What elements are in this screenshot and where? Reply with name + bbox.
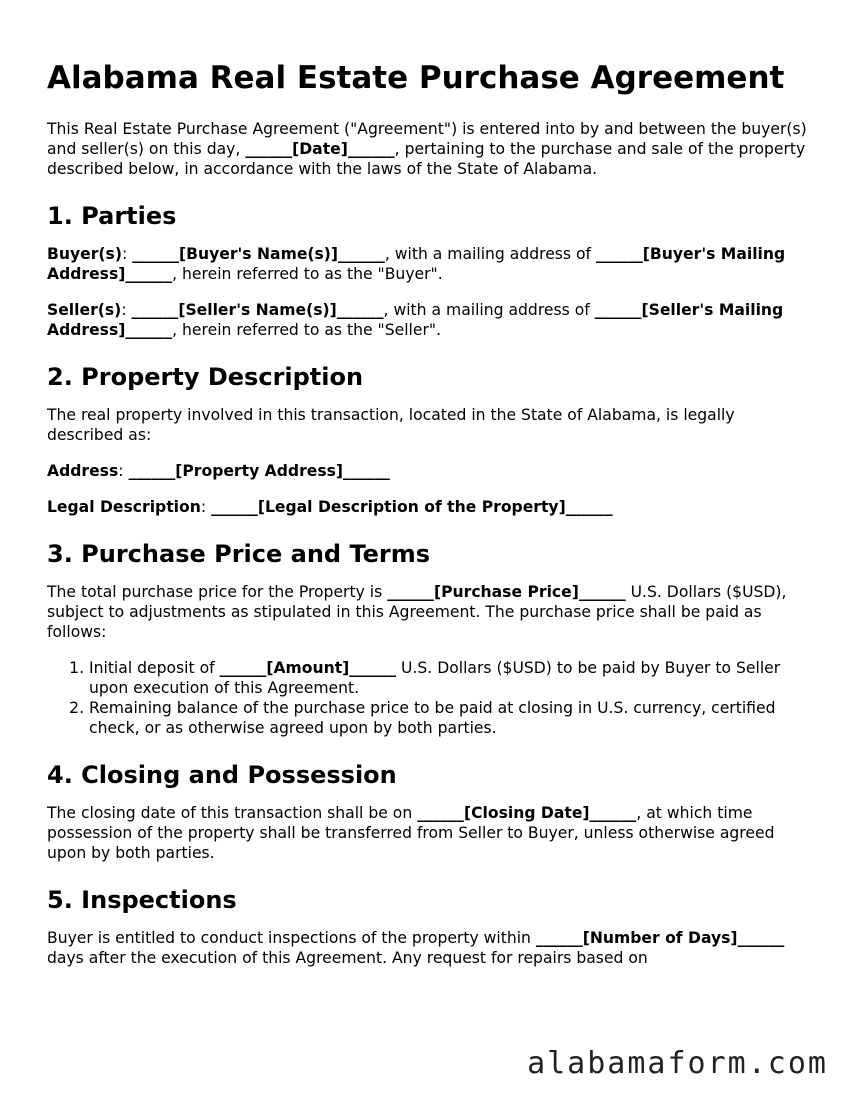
seller-name-placeholder: ______[Seller's Name(s)]______ — [131, 301, 384, 319]
intro-paragraph — [47, 119, 807, 179]
days-placeholder: ______[Number of Days]______ — [535, 929, 785, 947]
page-title: Alabama Real Estate Purchase Agreement — [47, 60, 785, 96]
price-text-1: The total purchase price for the Property is — [47, 583, 388, 601]
buyer-text-end: , herein referred to as the "Buyer". — [172, 265, 443, 283]
intro-text-1: This Real Estate Purchase Agreement ("Agreement") is entered into by and between the buyer(s) and seller(s) on this day, — [47, 120, 807, 158]
legal-description-placeholder: ______[Legal Description of the Property]______ — [211, 498, 613, 516]
address-label: Address — [47, 462, 119, 480]
buyer-separator: : — [121, 245, 133, 263]
seller-paragraph — [47, 300, 807, 340]
item1-text-1: Initial deposit of — [89, 659, 220, 677]
watermark: alabamaform.com — [527, 1046, 828, 1081]
deposit-amount-placeholder: ______[Amount]______ — [219, 659, 397, 677]
price-paragraph — [47, 582, 807, 642]
intro-text-2: , pertaining to the purchase and sale of the property described below, in accordance with the laws of the State of Alabama. — [47, 140, 806, 178]
price-text-2: U.S. Dollars ($USD), subject to adjustments as stipulated in this Agreement. The purchase price shall be paid as follows: — [47, 583, 787, 641]
buyer-address-placeholder: ______[Buyer's Mailing Address]______ — [47, 245, 786, 283]
buyer-paragraph — [47, 244, 807, 284]
inspections-text-1: Buyer is entitled to conduct inspections of the property within — [47, 929, 536, 947]
section-heading-price: 3. Purchase Price and Terms — [47, 540, 431, 568]
closing-text-2: , at which time possession of the property shall be transferred from Seller to Buyer, unless otherwise agreed upon by both parties. — [47, 804, 775, 862]
closing-date-placeholder: ______[Closing Date]______ — [417, 804, 637, 822]
list-item — [89, 658, 807, 698]
closing-paragraph — [47, 803, 807, 863]
purchase-price-placeholder: ______[Purchase Price]______ — [387, 583, 626, 601]
section-heading-property: 2. Property Description — [47, 363, 364, 391]
document-page — [47, 58, 807, 984]
buyer-label: Buyer(s) — [47, 245, 122, 263]
buyer-name-placeholder: ______[Buyer's Name(s)]______ — [132, 245, 385, 263]
date-placeholder: ______[Date]______ — [245, 140, 395, 158]
inspections-paragraph — [47, 928, 807, 968]
seller-separator: : — [121, 301, 132, 319]
address-placeholder: ______[Property Address]______ — [128, 462, 390, 480]
list-item: 2. Remaining balance of the purchase price to be paid at closing in U.S. currency, certified check, or as otherwise agreed upon by both parties. — [89, 698, 807, 738]
legal-description-label: Legal Description — [47, 498, 201, 516]
section-heading-closing: 4. Closing and Possession — [47, 761, 397, 789]
buyer-text-mid: , with a mailing address of — [384, 245, 596, 263]
legal-description-separator: : — [200, 498, 212, 516]
item1-text-2: U.S. Dollars ($USD) to be paid by Buyer to Seller upon execution of this Agreement. — [89, 659, 781, 697]
seller-text-end: , herein referred to as the "Seller". — [172, 321, 442, 339]
address-separator: : — [118, 462, 129, 480]
seller-address-placeholder: ______[Seller's Mailing Address]______ — [47, 301, 784, 339]
seller-label: Seller(s) — [47, 301, 122, 319]
seller-text-mid: , with a mailing address of — [383, 301, 595, 319]
closing-text-1: The closing date of this transaction shall be on — [47, 804, 418, 822]
payment-list — [47, 658, 807, 738]
legal-description-line — [47, 497, 807, 517]
inspections-text-2: days after the execution of this Agreement. Any request for repairs based on — [47, 949, 648, 967]
section-heading-inspections: 5. Inspections — [47, 886, 237, 914]
address-line — [47, 461, 807, 481]
property-paragraph: The real property involved in this transaction, located in the State of Alabama, is legally described as: — [47, 406, 735, 444]
section-heading-parties: 1. Parties — [47, 202, 177, 230]
